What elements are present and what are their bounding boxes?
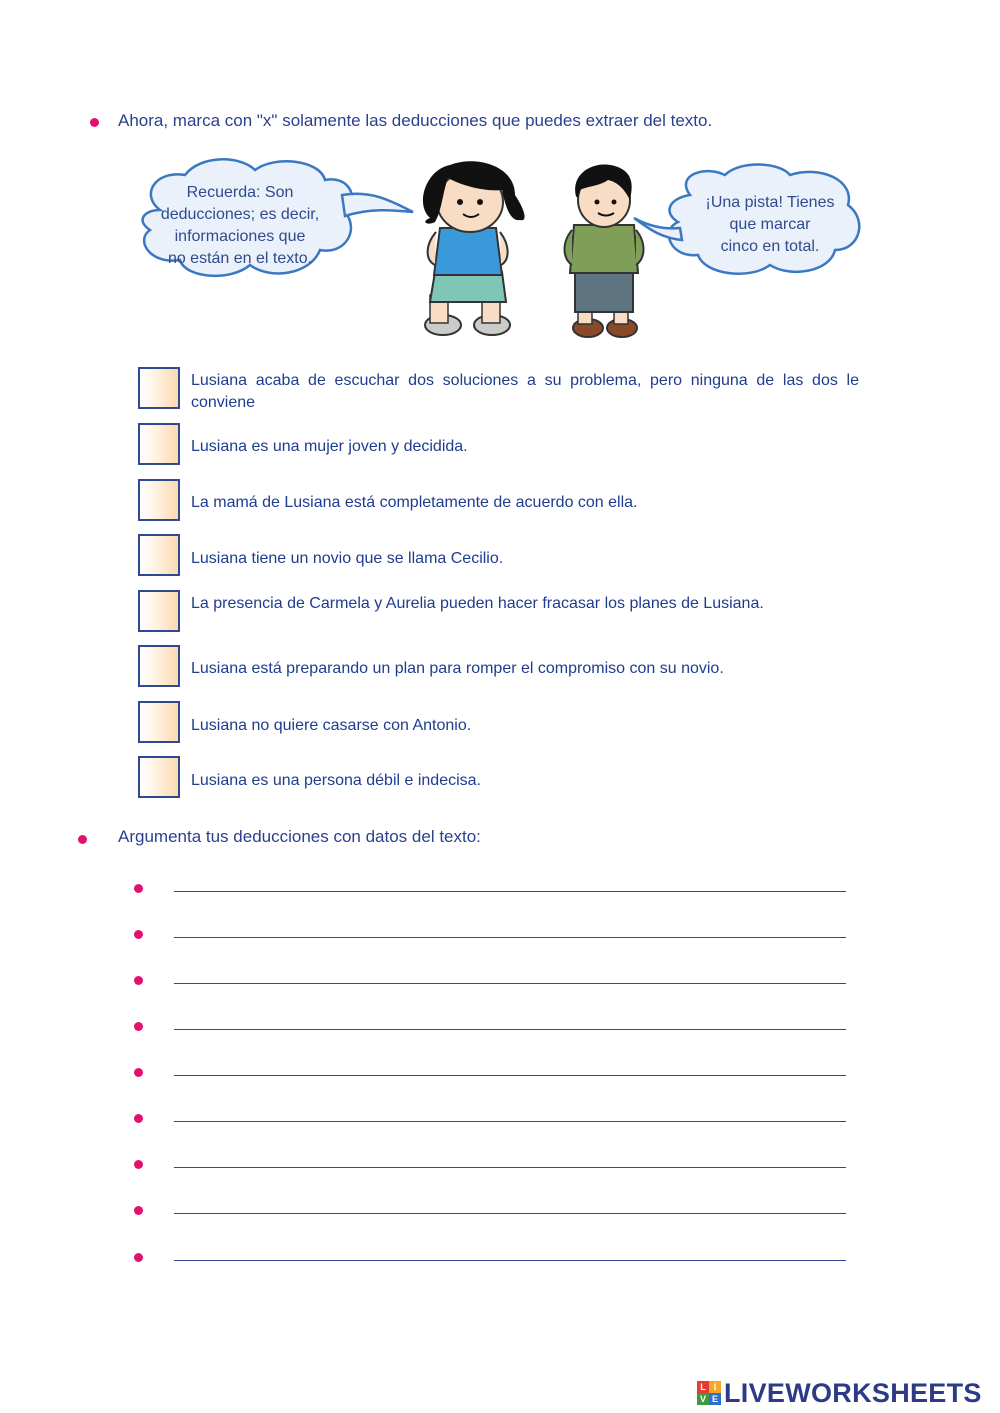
answer-row — [134, 1110, 848, 1130]
checkbox[interactable] — [138, 479, 180, 521]
boy-character-icon — [565, 164, 644, 337]
list-item — [138, 479, 860, 525]
answer-line[interactable] — [174, 1029, 846, 1030]
instruction-2: Argumenta tus deducciones con datos del texto: — [118, 827, 481, 846]
bubble-left-line: no están en el texto. — [167, 250, 313, 267]
checkbox[interactable] — [138, 756, 180, 798]
checkbox[interactable] — [138, 645, 180, 687]
list-item — [138, 423, 860, 469]
list-item — [138, 367, 860, 413]
answer-bullet — [134, 1068, 143, 1077]
bubble-right-text — [680, 192, 860, 258]
checkbox[interactable] — [138, 701, 180, 743]
bubble-right-line: ¡Una pista! Tienes — [705, 194, 835, 211]
answer-line[interactable] — [174, 891, 846, 892]
answer-line[interactable] — [174, 937, 846, 938]
answer-row — [134, 1249, 848, 1269]
bubble-right-line: cinco en total. — [720, 238, 820, 255]
bubble-left-text — [140, 182, 340, 270]
list-item — [138, 701, 860, 747]
list-item — [138, 756, 860, 802]
bubble-left-line: Recuerda: Son — [186, 184, 294, 201]
checkbox[interactable] — [138, 590, 180, 632]
bubble-left-line: deducciones; es decir, — [160, 206, 320, 223]
answer-bullet — [134, 1022, 143, 1031]
answer-line[interactable] — [174, 1213, 846, 1214]
list-item — [138, 534, 860, 580]
answer-row — [134, 1202, 848, 1222]
item-text: Lusiana tiene un novio que se llama Cecilio. — [191, 550, 504, 567]
bubble-left-line: informaciones que — [174, 228, 306, 245]
answer-bullet — [134, 1114, 143, 1123]
answer-line[interactable] — [174, 1260, 846, 1261]
checkbox[interactable] — [138, 534, 180, 576]
answer-bullet — [134, 1160, 143, 1169]
answer-line[interactable] — [174, 1075, 846, 1076]
item-text: Lusiana está preparando un plan para romper el compromiso con su novio. — [191, 660, 724, 677]
item-text: La presencia de Carmela y Aurelia pueden hacer fracasar los planes de Lusiana. — [191, 595, 764, 612]
answer-row — [134, 926, 848, 946]
answer-line[interactable] — [174, 1167, 846, 1168]
checkbox[interactable] — [138, 423, 180, 465]
item-text: Lusiana no quiere casarse con Antonio. — [191, 717, 472, 734]
instruction-bullet — [90, 118, 99, 127]
item-text: Lusiana acaba de escuchar dos soluciones a su problema, pero ninguna de las dos le conviene — [191, 372, 859, 411]
answer-bullet — [134, 1253, 143, 1262]
item-text: Lusiana es una persona débil e indecisa. — [191, 772, 481, 789]
answer-bullet — [134, 930, 143, 939]
answer-row — [134, 1156, 848, 1176]
item-text: La mamá de Lusiana está completamente de acuerdo con ella. — [191, 494, 638, 511]
answer-bullet — [134, 1206, 143, 1215]
instruction-1: Ahora, marca con "x" solamente las deducciones que puedes extraer del texto. — [118, 111, 713, 130]
answer-row — [134, 1064, 848, 1084]
answer-row — [134, 1018, 848, 1038]
girl-character-icon — [423, 161, 525, 335]
answer-bullet — [134, 976, 143, 985]
answer-row — [134, 972, 848, 992]
logo-text: LIVEWORKSHEETS — [724, 1377, 982, 1408]
checkbox[interactable] — [138, 367, 180, 409]
answer-bullet — [134, 884, 143, 893]
instruction-bullet — [78, 835, 87, 844]
liveworksheets-logo — [697, 1377, 982, 1408]
answer-line[interactable] — [174, 1121, 846, 1122]
answer-row — [134, 880, 848, 900]
list-item — [138, 645, 860, 691]
item-text: Lusiana es una mujer joven y decidida. — [191, 438, 468, 455]
list-item — [138, 590, 860, 636]
logo-mark-icon: L I V E — [697, 1381, 721, 1405]
answer-line[interactable] — [174, 983, 846, 984]
bubble-right-line: que marcar — [729, 216, 811, 233]
